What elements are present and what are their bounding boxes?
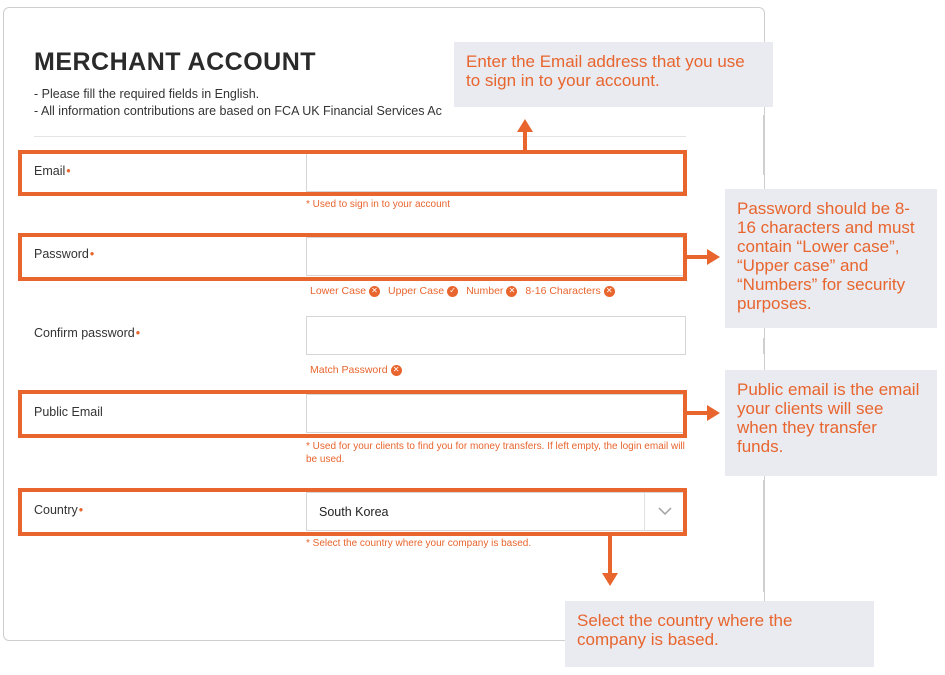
requirement-upper-case: Upper Case ✓ <box>388 285 458 297</box>
x-circle-icon: ✕ <box>506 286 517 297</box>
email-callout: Enter the Email address that you use to sign in to your account. <box>454 42 773 107</box>
requirement-lower-case: Lower Case ✕ <box>310 285 380 297</box>
arrow-right-icon <box>707 405 720 421</box>
country-select-value: South Korea <box>319 504 389 519</box>
password-label: Password• <box>34 247 95 261</box>
required-mark: • <box>78 503 84 517</box>
email-label: Email• <box>34 164 71 178</box>
required-mark: • <box>89 247 95 261</box>
requirement-number: Number ✕ <box>466 285 517 297</box>
required-mark: • <box>66 164 71 178</box>
country-label: Country• <box>34 503 84 517</box>
country-hint: * Select the country where your company is based. <box>306 538 532 549</box>
password-callout: Password should be 8-16 characters and must contain “Lower case”, “Upper case” and “Numbers” for security purposes. <box>725 189 937 328</box>
x-circle-icon: ✕ <box>391 365 402 376</box>
requirement-match-password: Match Password ✕ <box>310 364 402 376</box>
email-hint: * Used to sign in to your account <box>306 199 450 210</box>
x-circle-icon: ✕ <box>604 286 615 297</box>
arrow-right-icon <box>707 249 720 265</box>
form-note: - Please fill the required fields in English. <box>34 87 260 101</box>
x-circle-icon: ✕ <box>369 286 380 297</box>
arrow-down-icon <box>602 573 618 586</box>
page-title: MERCHANT ACCOUNT <box>34 48 317 76</box>
public-email-hint: * Used for your clients to find you for money transfers. If left empty, the login email will be used. <box>306 441 685 465</box>
public-email-label: Public Email <box>34 405 103 419</box>
arrow-up-icon <box>517 119 533 132</box>
requirement-length: 8-16 Characters ✕ <box>525 285 614 297</box>
country-callout: Select the country where the company is based. <box>565 601 874 667</box>
form-note: - All information contributions are based on FCA UK Financial Services Ac <box>34 104 442 118</box>
confirm-password-label: Confirm password• <box>34 326 141 340</box>
required-mark: • <box>135 326 141 340</box>
check-circle-icon: ✓ <box>447 286 458 297</box>
public-email-callout: Public email is the email your clients will see when they transfer funds. <box>725 370 937 476</box>
